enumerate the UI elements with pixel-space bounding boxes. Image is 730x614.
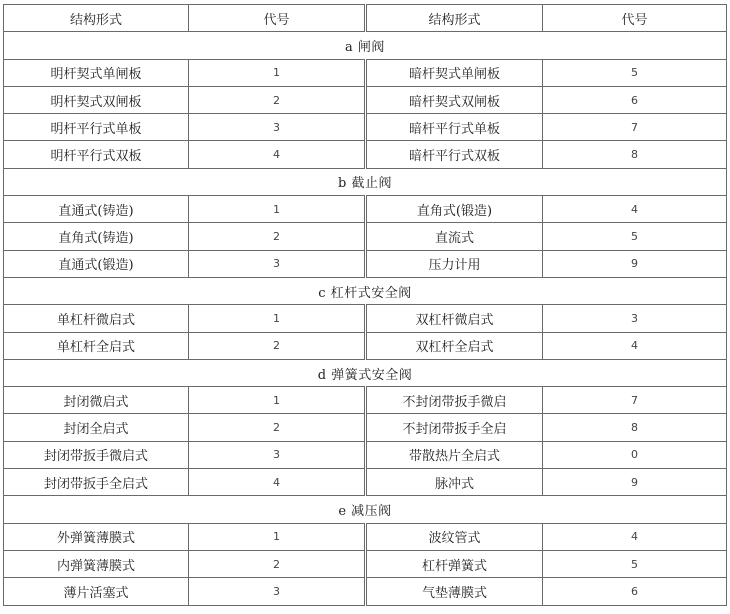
code-right-cell: 0 xyxy=(543,441,727,468)
code-right-cell: 8 xyxy=(543,141,727,168)
table-body xyxy=(4,32,727,605)
structure-form-left-cell: 明杆平行式单板 xyxy=(4,114,189,141)
section-title: d 弹簧式安全阀 xyxy=(4,359,727,386)
table-row xyxy=(4,387,727,414)
code-left-cell: 2 xyxy=(189,223,366,250)
code-right-cell: 9 xyxy=(543,250,727,277)
table-row xyxy=(4,223,727,250)
structure-form-left-cell: 薄片活塞式 xyxy=(4,578,189,605)
structure-form-right-cell: 直角式(锻造) xyxy=(366,196,543,223)
table-row xyxy=(4,550,727,577)
code-left-cell: 1 xyxy=(189,305,366,332)
structure-form-left-cell: 内弹簧薄膜式 xyxy=(4,550,189,577)
code-left-cell: 1 xyxy=(189,387,366,414)
structure-form-left-cell: 直角式(铸造) xyxy=(4,223,189,250)
table-row xyxy=(4,250,727,277)
table-header xyxy=(4,5,727,32)
structure-form-left-cell: 明杆契式双闸板 xyxy=(4,86,189,113)
header-structure-form-left: 结构形式 xyxy=(4,5,189,32)
code-right-cell: 4 xyxy=(543,523,727,550)
code-right-cell: 3 xyxy=(543,305,727,332)
table-row xyxy=(4,114,727,141)
structure-form-left-cell: 封闭微启式 xyxy=(4,387,189,414)
code-left-cell: 2 xyxy=(189,86,366,113)
structure-form-right-cell: 直流式 xyxy=(366,223,543,250)
table-row xyxy=(4,414,727,441)
section-row xyxy=(4,32,727,59)
code-left-cell: 3 xyxy=(189,441,366,468)
table-row xyxy=(4,523,727,550)
code-left-cell: 1 xyxy=(189,59,366,86)
table-row xyxy=(4,59,727,86)
structure-form-right-cell: 暗杆契式双闸板 xyxy=(366,86,543,113)
structure-form-left-cell: 外弹簧薄膜式 xyxy=(4,523,189,550)
valve-code-table xyxy=(3,4,727,606)
structure-form-right-cell: 不封闭带扳手全启 xyxy=(366,414,543,441)
code-left-cell: 1 xyxy=(189,196,366,223)
header-structure-form-right: 结构形式 xyxy=(366,5,543,32)
table-row xyxy=(4,196,727,223)
code-left-cell: 2 xyxy=(189,550,366,577)
structure-form-right-cell: 气垫薄膜式 xyxy=(366,578,543,605)
code-right-cell: 5 xyxy=(543,223,727,250)
valve-code-table-container xyxy=(3,4,726,606)
structure-form-right-cell: 杠杆弹簧式 xyxy=(366,550,543,577)
structure-form-right-cell: 双杠杆全启式 xyxy=(366,332,543,359)
code-left-cell: 3 xyxy=(189,114,366,141)
section-row xyxy=(4,359,727,386)
code-left-cell: 3 xyxy=(189,578,366,605)
section-title: a 闸阀 xyxy=(4,32,727,59)
code-left-cell: 2 xyxy=(189,414,366,441)
code-left-cell: 4 xyxy=(189,469,366,496)
section-title: e 减压阀 xyxy=(4,496,727,523)
code-right-cell: 7 xyxy=(543,387,727,414)
table-row xyxy=(4,305,727,332)
table-row xyxy=(4,578,727,605)
structure-form-left-cell: 直通式(锻造) xyxy=(4,250,189,277)
code-left-cell: 3 xyxy=(189,250,366,277)
structure-form-left-cell: 封闭全启式 xyxy=(4,414,189,441)
structure-form-right-cell: 带散热片全启式 xyxy=(366,441,543,468)
structure-form-left-cell: 直通式(铸造) xyxy=(4,196,189,223)
section-row xyxy=(4,168,727,195)
section-row xyxy=(4,277,727,304)
structure-form-right-cell: 双杠杆微启式 xyxy=(366,305,543,332)
code-right-cell: 5 xyxy=(543,59,727,86)
code-left-cell: 2 xyxy=(189,332,366,359)
structure-form-right-cell: 脉冲式 xyxy=(366,469,543,496)
header-code-left: 代号 xyxy=(189,5,366,32)
structure-form-right-cell: 暗杆平行式双板 xyxy=(366,141,543,168)
code-right-cell: 7 xyxy=(543,114,727,141)
table-row xyxy=(4,469,727,496)
structure-form-right-cell: 暗杆平行式单板 xyxy=(366,114,543,141)
code-right-cell: 5 xyxy=(543,550,727,577)
table-row xyxy=(4,441,727,468)
structure-form-right-cell: 暗杆契式单闸板 xyxy=(366,59,543,86)
code-right-cell: 8 xyxy=(543,414,727,441)
table-row xyxy=(4,332,727,359)
code-right-cell: 6 xyxy=(543,578,727,605)
table-row xyxy=(4,141,727,168)
code-left-cell: 4 xyxy=(189,141,366,168)
structure-form-right-cell: 压力计用 xyxy=(366,250,543,277)
structure-form-left-cell: 单杠杆微启式 xyxy=(4,305,189,332)
header-row xyxy=(4,5,727,32)
structure-form-left-cell: 封闭带扳手全启式 xyxy=(4,469,189,496)
code-right-cell: 4 xyxy=(543,332,727,359)
section-title: b 截止阀 xyxy=(4,168,727,195)
code-right-cell: 4 xyxy=(543,196,727,223)
code-right-cell: 9 xyxy=(543,469,727,496)
structure-form-left-cell: 封闭带扳手微启式 xyxy=(4,441,189,468)
section-row xyxy=(4,496,727,523)
structure-form-right-cell: 不封闭带扳手微启 xyxy=(366,387,543,414)
code-right-cell: 6 xyxy=(543,86,727,113)
section-title: c 杠杆式安全阀 xyxy=(4,277,727,304)
structure-form-left-cell: 单杠杆全启式 xyxy=(4,332,189,359)
code-left-cell: 1 xyxy=(189,523,366,550)
header-code-right: 代号 xyxy=(543,5,727,32)
structure-form-left-cell: 明杆契式单闸板 xyxy=(4,59,189,86)
structure-form-right-cell: 波纹管式 xyxy=(366,523,543,550)
table-row xyxy=(4,86,727,113)
structure-form-left-cell: 明杆平行式双板 xyxy=(4,141,189,168)
